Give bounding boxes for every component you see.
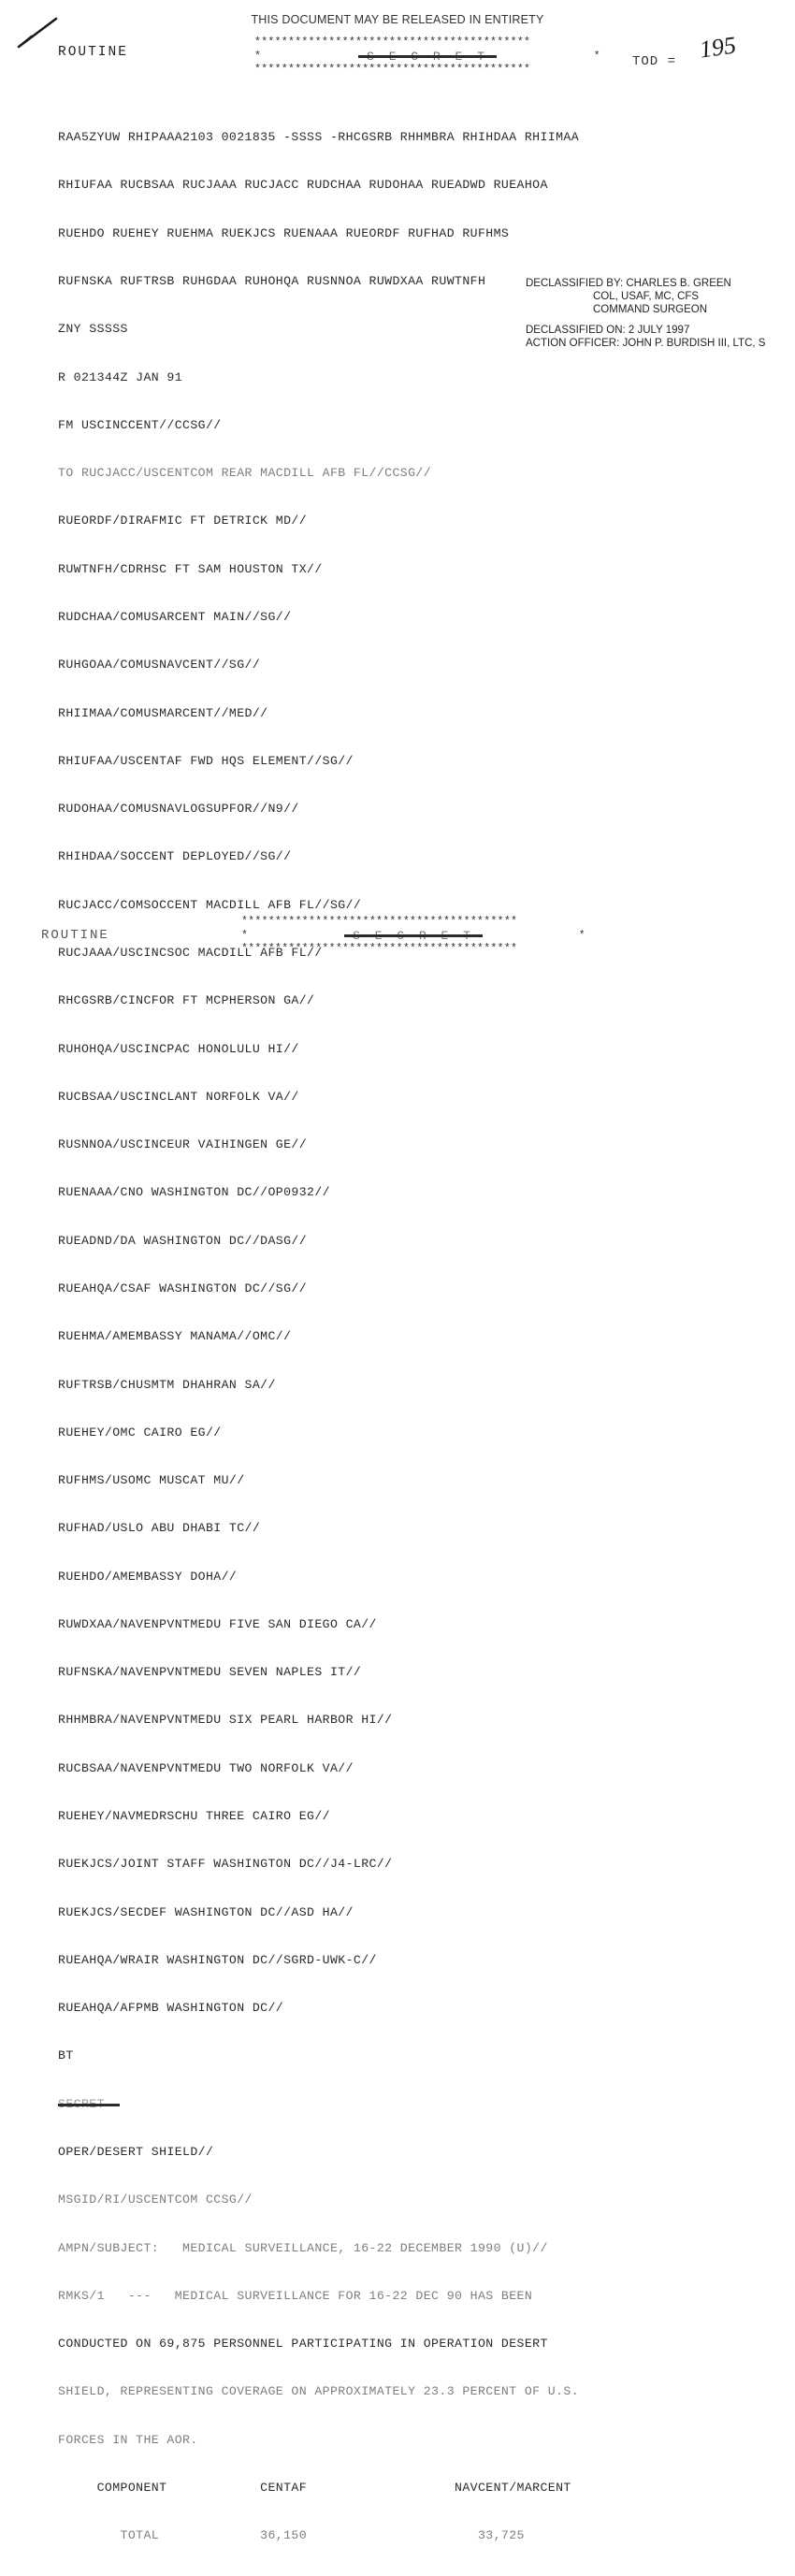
message-line: RUWDXAA/NAVENPVNTMEDU FIVE SAN DIEGO CA// [58, 1616, 377, 1631]
message-line: RUEHDO/AMEMBASSY DOHA// [58, 1569, 238, 1584]
message-line: RUFTRSB/CHUSMTM DHAHRAN SA// [58, 1377, 276, 1392]
message-line: RHIUFAA RUCBSAA RUCJAAA RUCJACC RUDCHAA RUDOHAA RUEADWD RUEAHOA [58, 178, 548, 193]
message-line: RHHMBRA/NAVENPVNTMEDU SIX PEARL HARBOR HI// [58, 1713, 393, 1728]
redaction-strike-body [58, 2104, 120, 2106]
message-line: RUFHAD/USLO ABU DHABI TC// [58, 1521, 261, 1536]
message-line: RUEHMA/AMEMBASSY MANAMA//OMC// [58, 1329, 292, 1344]
message-line: RUEADND/DA WASHINGTON DC//DASG// [58, 1233, 308, 1248]
classification-banner-top [254, 37, 600, 75]
classification-banner-bottom [241, 917, 585, 954]
message-line: RUFNSKA RUFTRSB RUHGDAA RUHOHQA RUSNNOA RUWDXAA RUWTNFH [58, 274, 486, 289]
tod-label: TOD = [632, 54, 677, 69]
edge-star-left-bottom: * [241, 929, 249, 942]
classification-row-bottom [241, 927, 585, 944]
edge-star-right-bottom: * [578, 929, 585, 942]
message-line: AMPN/SUBJECT: MEDICAL SURVEILLANCE, 16-22 DECEMBER 1990 (U)// [58, 2240, 548, 2255]
release-banner: THIS DOCUMENT MAY BE RELEASED IN ENTIRETY [251, 13, 544, 26]
message-line: MSGID/RI/USCENTCOM CCSG// [58, 2192, 253, 2207]
message-line: SHIELD, REPRESENTING COVERAGE ON APPROXIMATELY 23.3 PERCENT OF U.S. [58, 2384, 580, 2399]
routine-label-bottom: ROUTINE [41, 928, 109, 943]
message-line: OPER/DESERT SHIELD// [58, 2145, 214, 2159]
message-line: RUEKJCS/SECDEF WASHINGTON DC//ASD HA// [58, 1904, 354, 1919]
message-line: FORCES IN THE AOR. [58, 2432, 198, 2447]
star-row-bottom: ***************************************** [241, 916, 518, 928]
message-line: RAA5ZYUW RHIPAAA2103 0021835 -SSSS -RHCGSRB RHHMBRA RHIHDAA RHIIMAA [58, 130, 580, 145]
message-line: RUCBSAA/NAVENPVNTMEDU TWO NORFOLK VA// [58, 1760, 354, 1775]
message-line: RUEKJCS/JOINT STAFF WASHINGTON DC//J4-LRC// [58, 1857, 393, 1872]
message-line: RUEAHQA/AFPMB WASHINGTON DC// [58, 2001, 284, 2016]
message-line: RUCJACC/COMSOCCENT MACDILL AFB FL//SG// [58, 897, 362, 912]
message-line: RUEHEY/OMC CAIRO EG// [58, 1425, 222, 1440]
message-line: CONDUCTED ON 69,875 PERSONNEL PARTICIPATING IN OPERATION DESERT [58, 2337, 548, 2352]
message-line: RUCBSAA/USCINCLANT NORFOLK VA// [58, 1089, 299, 1104]
action-officer: ACTION OFFICER: JOHN P. BURDISH III, LTC, S [526, 338, 766, 349]
classification-row-top [254, 48, 600, 65]
declassified-by: DECLASSIFIED BY: CHARLES B. GREEN [526, 278, 731, 289]
declassified-by-rank: COL, USAF, MC, CFS [593, 291, 700, 302]
message-line: RUHGOAA/COMUSNAVCENT//SG// [58, 658, 261, 673]
message-line: RUEHEY/NAVMEDRSCHU THREE CAIRO EG// [58, 1809, 330, 1824]
message-line: TO RUCJACC/USCENTCOM REAR MACDILL AFB FL//CCSG// [58, 466, 432, 481]
message-line: RUEAHQA/WRAIR WASHINGTON DC//SGRD-UWK-C// [58, 1952, 377, 1967]
message-line: RUEHDO RUEHEY RUEHMA RUEKJCS RUENAAA RUEORDF RUFHAD RUFHMS [58, 225, 510, 240]
declassification-block [526, 277, 765, 350]
message-line: RUEORDF/DIRAFMIC FT DETRICK MD// [58, 514, 308, 528]
handwritten-slash-icon [17, 17, 60, 49]
message-line: RHIIMAA/COMUSMARCENT//MED// [58, 705, 268, 720]
message-line: RUSNNOA/USCINCEUR VAIHINGEN GE// [58, 1137, 308, 1152]
message-line: RUHOHQA/USCINCPAC HONOLULU HI// [58, 1041, 299, 1056]
star-row-top: ***************************************** [254, 36, 531, 49]
message-line: RUCJAAA/USCINCSOC MACDILL AFB FL// [58, 945, 323, 960]
message-line-classification [58, 2096, 544, 2112]
redaction-strike-top [358, 55, 497, 58]
message-line: RUWTNFH/CDRHSC FT SAM HOUSTON TX// [58, 561, 323, 576]
message-line: ZNY SSSSS [58, 322, 128, 337]
message-line: RHCGSRB/CINCFOR FT MCPHERSON GA// [58, 993, 315, 1008]
edge-star-right: * [593, 50, 600, 63]
message-line: RHIUFAA/USCENTAF FWD HQS ELEMENT//SG// [58, 753, 354, 768]
message-body [58, 97, 580, 2576]
message-line: RUDCHAA/COMUSARCENT MAIN//SG// [58, 610, 292, 624]
message-line: RHIHDAA/SOCCENT DEPLOYED//SG// [58, 849, 292, 864]
message-line: BT [58, 2048, 74, 2063]
message-line: RUENAAA/CNO WASHINGTON DC//OP0932// [58, 1185, 330, 1200]
tod-number-handwritten: 195 [698, 31, 738, 64]
message-line: RUDOHAA/COMUSNAVLOGSUPFOR//N9// [58, 802, 299, 817]
message-line-component-total: TOTAL 36,150 33,725 [58, 2528, 525, 2543]
declassified-by-title: COMMAND SURGEON [593, 304, 708, 315]
message-line: FM USCINCCENT//CCSG// [58, 417, 222, 432]
message-line: RUEAHQA/CSAF WASHINGTON DC//SG// [58, 1281, 308, 1295]
star-row-bottom-2: ***************************************** [241, 943, 518, 955]
message-line: RUFHMS/USOMC MUSCAT MU// [58, 1473, 245, 1488]
routine-label-top: ROUTINE [58, 45, 128, 60]
message-line: RUFNSKA/NAVENPVNTMEDU SEVEN NAPLES IT// [58, 1665, 362, 1680]
star-row-top-2: ***************************************** [254, 64, 531, 76]
declass-spacer [526, 316, 765, 324]
redaction-strike-bottom [344, 934, 483, 937]
message-line: RMKS/1 --- MEDICAL SURVEILLANCE FOR 16-22 DEC 90 HAS BEEN [58, 2288, 533, 2303]
edge-star-left: * [254, 50, 262, 63]
message-line: R 021344Z JAN 91 [58, 369, 183, 384]
declassified-on: DECLASSIFIED ON: 2 JULY 1997 [526, 325, 690, 336]
message-line-component-header: COMPONENT CENTAF NAVCENT/MARCENT [58, 2480, 571, 2495]
